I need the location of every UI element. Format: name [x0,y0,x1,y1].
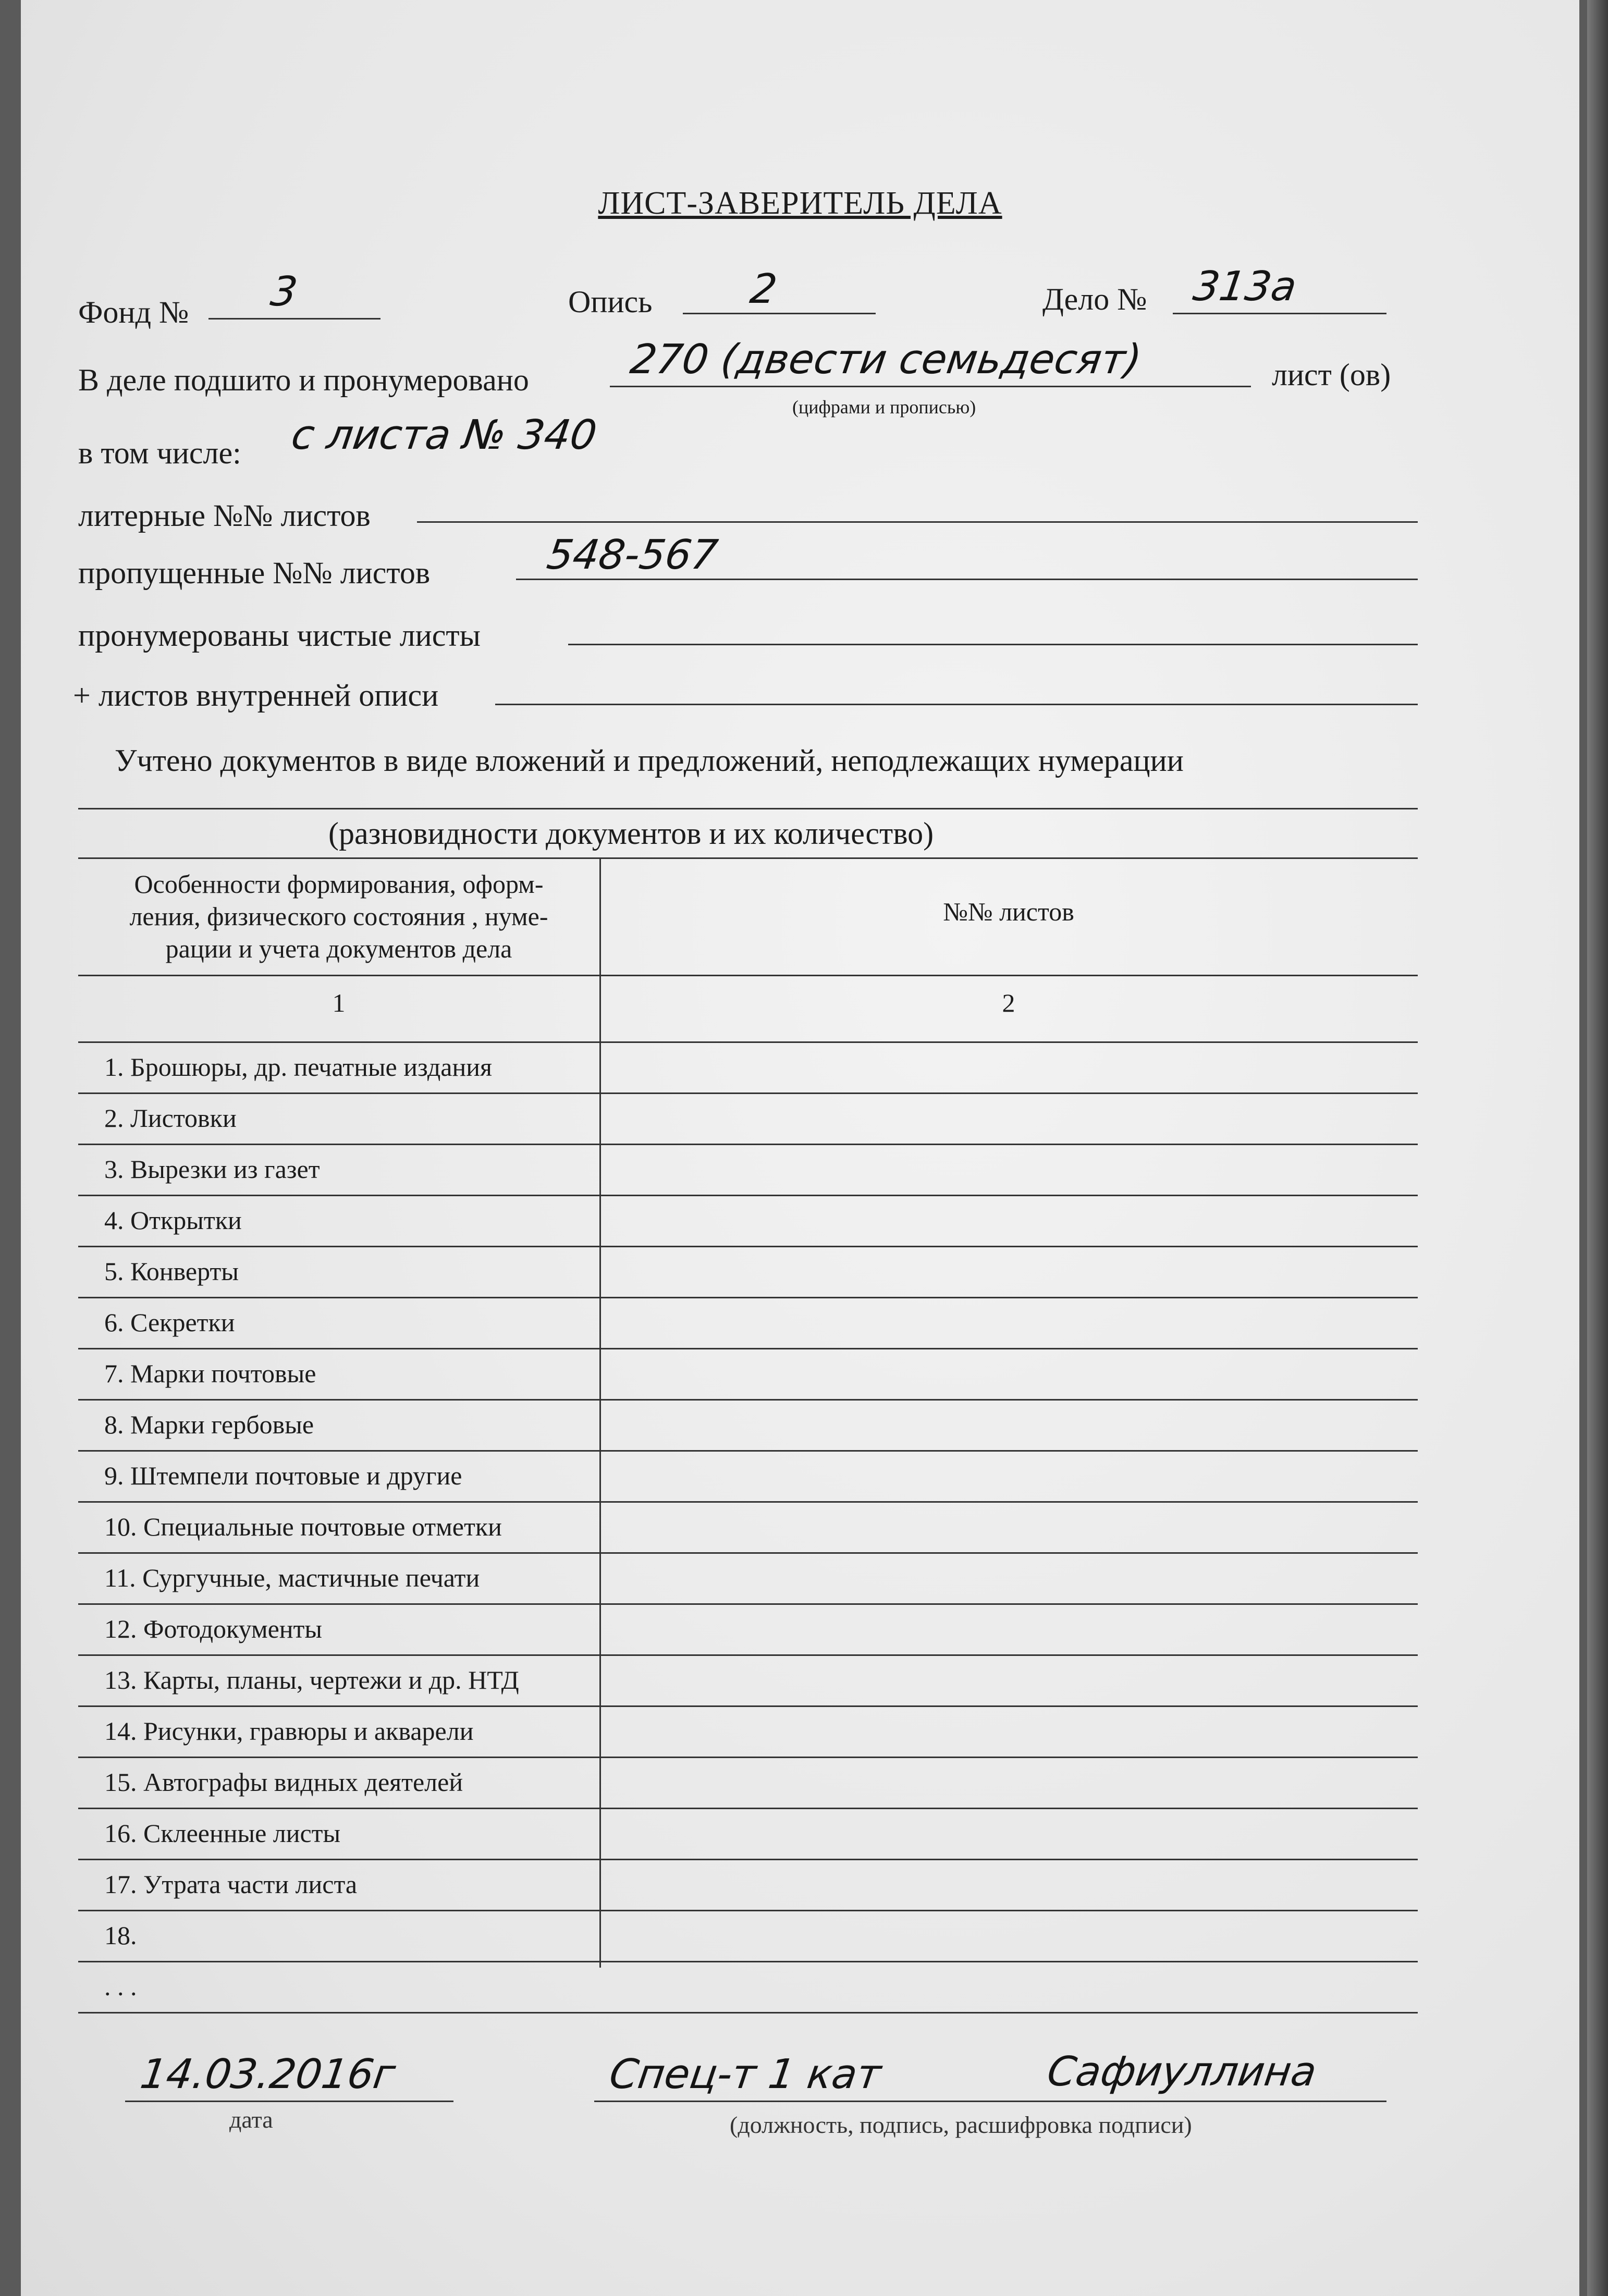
table-row-line [78,1654,1418,1656]
skipped-label: пропущенные №№ листов [78,556,431,590]
delo-label: Дело № [1042,282,1147,316]
blank-line [568,644,1418,645]
table-row-label: 14. Рисунки, гравюры и акварели [104,1716,474,1746]
sewn-value: 270 (двести семьдесят) [627,336,1145,383]
table-row-label: 16. Склеенные листы [104,1819,341,1848]
accounted-subtitle: (разновидности документов и их количество) [328,816,934,851]
sewn-hint: (цифрами и прописью) [792,397,976,418]
table-row-line [78,1859,1418,1860]
signer-name: Сафиуллина [1044,2048,1320,2095]
table-row-label: 3. Вырезки из газет [104,1155,320,1184]
sewn-unit: лист (ов) [1272,358,1391,392]
fond-line [208,318,380,320]
table-row-line [78,1246,1418,1247]
table-row-line [78,1195,1418,1196]
table-row-line [78,1297,1418,1298]
opis-label: Опись [568,285,653,319]
table-column-divider [599,857,601,1968]
table-row-label: 1. Брошюры, др. печатные издания [104,1052,492,1082]
document-sheet [21,0,1579,2296]
delo-value: 313а [1190,263,1300,310]
table-row-label: 17. Утрата части листа [104,1870,358,1899]
date-label: дата [229,2106,273,2133]
table-row-line [78,1808,1418,1809]
opis-line [683,313,876,314]
table-col2-header: №№ листов [943,897,1074,926]
table-row-line [78,1450,1418,1452]
inner-label: + листов внутренней описи [73,678,439,713]
table-col1-header [78,868,599,965]
table-row-label: 8. Марки гербовые [104,1410,314,1439]
signer-position: Спец-т 1 кат [606,2051,885,2098]
skipped-value: 548-567 [544,532,721,579]
date-line [125,2101,453,2102]
sewn-label: В деле подшито и пронумеровано [78,363,529,397]
table-number-line [78,1041,1418,1043]
table-row-line [78,1348,1418,1349]
binding-shadow [1587,0,1608,2296]
including-value: с листа № 340 [288,412,600,459]
table-row-line [78,1552,1418,1554]
fond-label: Фонд № [78,295,189,329]
table-row-line [78,1910,1418,1911]
table-row-line [78,1757,1418,1758]
table-row-label: . . . [104,1972,137,2001]
table-row-label: 4. Открытки [104,1206,242,1235]
table-row-label: 6. Секретки [104,1308,235,1337]
date-value: 14.03.2016г [137,2051,398,2098]
table-row-line [78,1501,1418,1503]
accounted-line [78,808,1418,809]
skipped-line [516,579,1418,580]
table-row-line [78,1961,1418,1962]
signer-label: (должность, подпись, расшифровка подписи) [730,2111,1192,2138]
accounted-text: Учтено документов в виде вложений и предложений, неподлежащих нумерации [115,743,1184,778]
col1-header-line: ления, физического состояния , нуме- [129,902,548,931]
table-col1-number: 1 [332,988,346,1017]
table-row-label: 9. Штемпели почтовые и другие [104,1461,462,1490]
table-row-line [78,1705,1418,1707]
signer-line [594,2101,1386,2102]
table-row-label: 18. [104,1921,137,1950]
table-row-label: 13. Карты, планы, чертежи и др. НТД [104,1665,519,1695]
table-row-label: 7. Марки почтовые [104,1359,316,1388]
table-row-label: 12. Фотодокументы [104,1614,322,1643]
table-row-line [78,1092,1418,1094]
table-row-label: 5. Конверты [104,1257,239,1286]
table-col2-number: 2 [1002,988,1015,1017]
sewn-line [610,386,1251,387]
delo-line [1173,313,1386,314]
fond-value: 3 [267,268,300,315]
col1-header-line: Особенности формирования, оформ- [134,869,544,899]
table-row-label: 15. Автографы видных деятелей [104,1767,463,1797]
col1-header-line: рации и учета документов дела [165,934,512,963]
document-title: ЛИСТ-ЗАВЕРИТЕЛЬ ДЕЛА [598,186,1002,221]
litera-label: литерные №№ листов [78,498,371,533]
table-row-line [78,2012,1418,2013]
inner-line [495,704,1418,705]
blank-label: пронумерованы чистые листы [78,618,481,653]
table-row-line [78,1399,1418,1401]
table-row-label: 2. Листовки [104,1103,237,1133]
table-row-line [78,1603,1418,1605]
table-row-label: 11. Сургучные, мастичные печати [104,1563,480,1592]
including-label: в том числе: [78,436,241,470]
table-top-line [78,857,1418,859]
table-row-line [78,1144,1418,1145]
opis-value: 2 [747,266,780,313]
table-row-label: 10. Специальные почтовые отметки [104,1512,502,1541]
table-header-line [78,975,1418,976]
litera-line [417,521,1418,523]
